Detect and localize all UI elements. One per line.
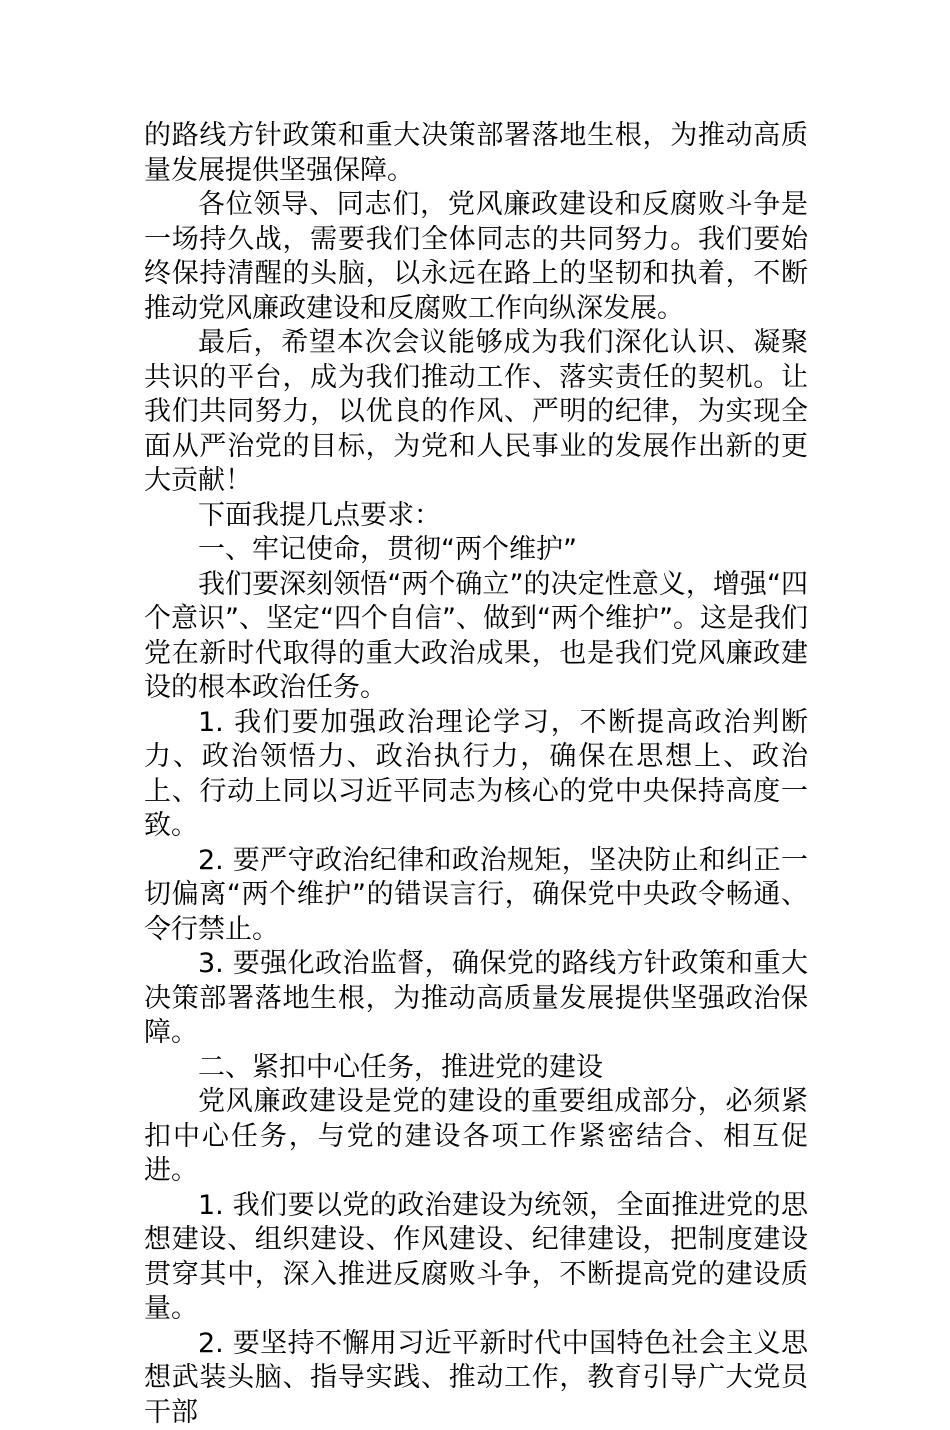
list-item: 1. 我们要加强政治理论学习，不断提高政治判断力、政治领悟力、政治执行力，确保在思想上、政治上、行动上同以习近平同志为核心的党中央保持高度一致。: [144, 706, 808, 844]
document-body: [144, 119, 808, 1430]
section-heading: 一、牢记使命，贯彻“两个维护”: [144, 533, 808, 568]
list-item: 2. 要严守政治纪律和政治规矩，坚决防止和纠正一切偏离“两个维护”的错误言行，确保党中央政令畅通、令行禁止。: [144, 844, 808, 948]
paragraph: 最后，希望本次会议能够成为我们深化认识、凝聚共识的平台，成为我们推动工作、落实责任的契机。让我们共同努力，以优良的作风、严明的纪律，为实现全面从严治党的目标，为党和人民事业的发展作出新的更大贡献！: [144, 326, 808, 499]
paragraph: 各位领导、同志们，党风廉政建设和反腐败斗争是一场持久战，需要我们全体同志的共同努力。我们要始终保持清醒的头脑，以永远在路上的坚韧和执着，不断推动党风廉政建设和反腐败工作向纵深发展。: [144, 188, 808, 326]
list-item: 2. 要坚持不懈用习近平新时代中国特色社会主义思想武装头脑、指导实践、推动工作，教育引导广大党员干部: [144, 1327, 808, 1430]
list-item: 1. 我们要以党的政治建设为统领，全面推进党的思想建设、组织建设、作风建设、纪律建设，把制度建设贯穿其中，深入推进反腐败斗争，不断提高党的建设质量。: [144, 1189, 808, 1327]
section-heading: 二、紧扣中心任务，推进党的建设: [144, 1051, 808, 1086]
paragraph: 下面我提几点要求：: [144, 499, 808, 534]
paragraph: 我们要深刻领悟“两个确立”的决定性意义，增强“四个意识”、坚定“四个自信”、做到“两个维护”。这是我们党在新时代取得的重大政治成果，也是我们党风廉政建设的根本政治任务。: [144, 568, 808, 706]
paragraph: 党风廉政建设是党的建设的重要组成部分，必须紧扣中心任务，与党的建设各项工作紧密结合、相互促进。: [144, 1085, 808, 1189]
paragraph: 的路线方针政策和重大决策部署落地生根，为推动高质量发展提供坚强保障。: [144, 119, 808, 188]
list-item: 3. 要强化政治监督，确保党的路线方针政策和重大决策部署落地生根，为推动高质量发展提供坚强政治保障。: [144, 947, 808, 1051]
